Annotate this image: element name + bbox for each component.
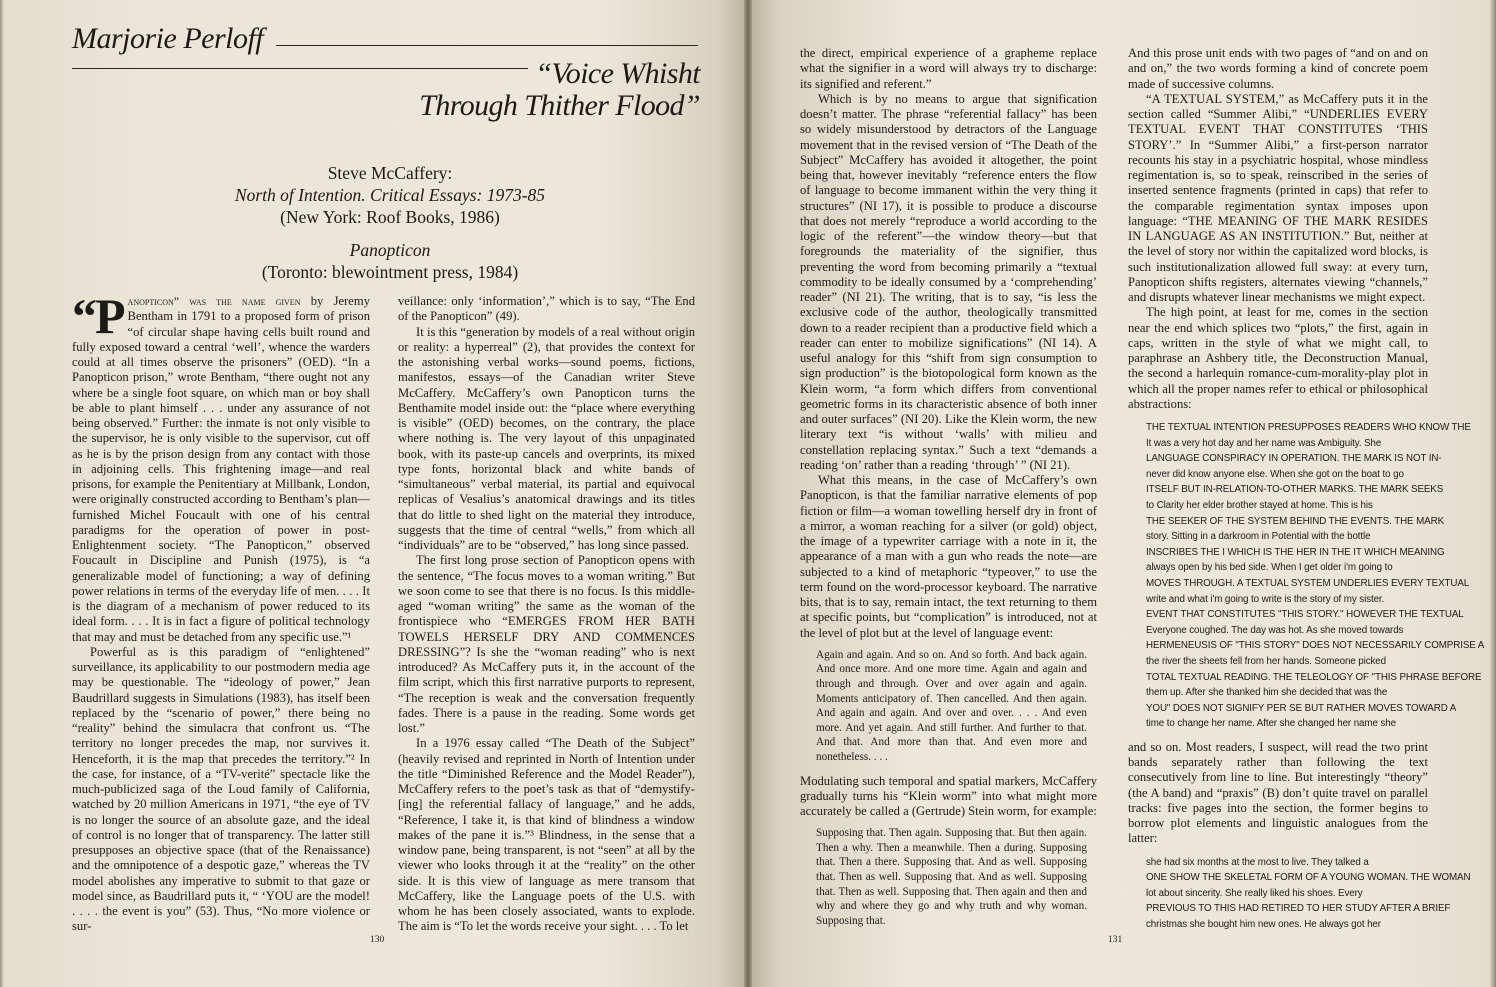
article-title-line1: “Voice Whisht: [535, 57, 700, 90]
band-line: LANGUAGE CONSPIRACY IN OPERATION. THE MARK IS NOT IN-: [1146, 453, 1442, 465]
paragraph: What this means, in the case of McCaffery’s own Panopticon, is that the familiar narrative elements of pop fiction or film—a woman towelling herself dry in front of a mirror, a woman reaching for a silver (or gold) object, the image of a typewriter carriage with a note in it, the appearance of a man with a gun who reads the note—are subjected to a kind of metaphoric “typeover,” to use the term found on the word-processor keyboard. The narrative bits, that is to say, remain intact, the text returning to them at specific points, but “complication” is introduced, not at the level of plot but at the level of language event:: [800, 473, 1097, 640]
block-quote: Again and again. And so on. And so forth. And back again. And once more. And one more time. Again and again and through and through. Over and over again and again. Moments anticipatory of. Then cancelled. And then again. And again and again. And over and over. . . . And even more. And yet again. And still further. And further to that. And that. And more than that. And even more and nonetheless. . . .: [816, 648, 1087, 763]
author-heading: Marjorie Perloff: [72, 22, 264, 55]
band-line: EVENT THAT CONSTITUTES "THIS STORY." HOWEVER THE TEXTUAL: [1146, 609, 1464, 621]
band-line: them up. After she thanked him she decided that was the: [1146, 687, 1388, 699]
review-block: [160, 162, 620, 283]
paragraph: Which is by no means to argue that signification doesn’t matter. The phrase “referential fallacy” has been so widely misunderstood by detractors of the Language movement that in the revised version of “The Death of the Subject” McCaffery has avoided it altogether, the point being that, however inevitably “reference enters the flow of language to become immanent within the very thing it structures” (NI 17), it is possible to produce a discourse that does not merely “reproduce a world according to the logic of the referent”—the window theory—but that foregrounds the materiality of the signifier, thus preventing the word from becoming primarily a “textual commodity to be ideally consumed by a ‘comprehending’ reader” (NI 21). The writing, that is to say, “is less the exclusive code of the author, theologically transmitted down to a reader recipient than a productive field which a reader can enter to mobilize significations” (NI 14). A useful analogy for this “shift from sign consumption to sign production” is the biotopological form known as the Klein worm, “a form which differs from conventional geometric forms in its characteristic absence of both inner and outer surfaces” (NI 20). Like the Klein worm, the new literary text “is without ‘walls’ with milieu and constellation replacing syntax.” Such a text “demands a reading ‘on’ rather than a reading ‘through’ ” (NI 21).: [800, 91, 1097, 472]
article-title-line2: Through Thither Flood”: [419, 89, 700, 122]
drop-cap: “P: [72, 288, 124, 344]
paragraph: veillance: only ‘information’,” which is to say, “The End of the Panopticon” (49).: [398, 294, 695, 324]
band-line: write and what i'm going to write is the story of my sister.: [1146, 593, 1385, 605]
header-rule-top: [276, 45, 698, 46]
print-bands-excerpt: [1146, 420, 1485, 732]
right-column-1: [800, 46, 1097, 937]
band-line: YOU" DOES NOT SIGNIFY PER SE BUT RATHER MOVES TOWARD A: [1146, 702, 1457, 714]
band-line: ITSELF BUT IN-RELATION-TO-OTHER MARKS. THE MARK SEEKS: [1146, 484, 1444, 496]
paragraph: Modulating such temporal and spatial markers, McCaffery gradually turns his “Klein worm” into what might more accurately be called a (Gertrude) Stein worm, for example:: [800, 773, 1097, 818]
book-gutter: [744, 0, 752, 987]
band-line: the river the sheets fell from her hands. Someone picked: [1146, 655, 1386, 667]
band-line: MOVES THROUGH. A TEXTUAL SYSTEM UNDERLIES EVERY TEXTUAL: [1146, 577, 1470, 589]
page-edge-right: [1490, 0, 1496, 987]
paragraph: And this prose unit ends with two pages of “and on and on and on,” the two words forming a kind of concrete poem made of successive columns.: [1128, 46, 1428, 91]
print-bands-excerpt: [1146, 855, 1471, 933]
paragraph: In a 1976 essay called “The Death of the Subject” (heavily revised and reprinted in North of Intention under the title “Diminished Reference and the Model Reader”), McCaffery refers to the poet’s task as that of “demystify-[ing] the referential fallacy of language,” and he adds, “Reference, I take it, is that kind of blindness a window makes of the pane it is.”³ Blindness, in the sense that a window pane, being transparent, is not “seen” at all by the viewer who looks through it at the “reality” on the other side. It is this view of language as mere transom that McCaffery, like the Language poets of the U.S. with whom he has been closely associated, wants to explode. The aim is “To let the words receive your sight. . . . To let: [398, 736, 695, 934]
band-line: HERMENEUSIS OF "THIS STORY" DOES NOT NECESSARILY COMPRISE A: [1146, 640, 1485, 652]
band-line: INSCRIBES THE I WHICH IS THE HER IN THE IT WHICH MEANING: [1146, 546, 1445, 558]
paragraph: It is this “generation by models of a real without origin or reality: a hyperreal” (2), that provides the context for the astonishing verbal works—sound poems, fictions, manifestos, essays—of the Canadian writer Steve McCaffery. McCaffery’s own Panopticon turns the Benthamite model inside out: the “place where everything is visible” (OED) becomes, on the contrary, the place where nothing is. The very layout of this unpaginated book, with its paste-up cancels and overprints, its mixed type fonts, horizontal black and white bands of “simultaneous” verbal material, its partial and equivocal replicas of Vesalius’s anatomical drawings and its titles that do little to shed light on the material they introduce, suggests that the time of central “wells,” from which all “individuals” are to be “observed,” has long since passed.: [398, 324, 695, 552]
band-line: PREVIOUS TO THIS HAD RETIRED TO HER STUDY AFTER A BRIEF: [1146, 903, 1451, 915]
right-column-2: [1128, 46, 1485, 941]
page-number: 131: [1108, 935, 1123, 945]
block-quote: Supposing that. Then again. Supposing that. But then again. Then a why. Then a meanwhile. Then a during. Supposing that. Then a there. Supposing that. And as well. Supposing that. Then as well. Supposing that. And as well. Supposing that. Then as well. Supposing that. Then again and then and why and where they go and why truth and why woman. Supposing that.: [816, 827, 1087, 927]
book1-publisher: (New York: Roof Books, 1986): [280, 207, 500, 227]
band-line: to Clarity her elder brother stayed at home. This is his: [1146, 499, 1373, 511]
paragraph: [72, 288, 370, 645]
book2-publisher: (Toronto: blewointment press, 1984): [261, 262, 519, 282]
page-number: 130: [370, 935, 385, 945]
band-line: Everyone coughed. The day was hot. As she moved towards: [1146, 624, 1404, 636]
band-line: THE TEXTUAL INTENTION PRESUPPOSES READERS WHO KNOW THE: [1146, 422, 1471, 433]
band-line: always open by his bed side. When I get older i'm going to: [1146, 562, 1393, 574]
paragraph: The first long prose section of Panopticon opens with the sentence, “The focus moves to a woman writing.” But we soon come to see that there is no focus. Is this middle-aged “woman writing” the same as the woman of the frontispiece who “EMERGES FROM HER BATH TOWELS HERSELF DRY AND COMMENCES DRESSING”? Is she the “woman reading” who is next introduced? As McCaffery puts it, in the account of the film script, which this first narrative purports to represent, “The reception is weak and the conversation frequently fades. There is a pause in the reading. Some words get lost.”: [398, 553, 695, 735]
right-page: [748, 0, 1496, 987]
article-title: [419, 58, 700, 122]
reviewed-author: Steve McCaffery:: [327, 163, 453, 183]
band-line: time to change her name. After she changed her name she: [1146, 718, 1396, 730]
band-line: THE SEEKER OF THE SYSTEM BEHIND THE EVENTS. THE MARK: [1146, 515, 1445, 527]
paragraph: The high point, at least for me, comes in the section near the end which splices two “plots,” the first, again in caps, written in the style of what we might call, to paraphrase an Ashbery title, the Deconstruction Manual, the second a harlequin romance-cum-morality-play plot in which all the proper names refer to ethical or philosophical abstractions:: [1128, 305, 1428, 411]
opening-small-caps: anopticon” was the name given: [127, 294, 301, 308]
paragraph: Powerful as is this paradigm of “enlightened” surveillance, its applicability to our postmodern media age may be questionable. The “ideology of power,” Jean Baudrillard suggests in Simulations (1983), has itself been replaced by the “scenario of power,” there being no “reality” behind the simulacra that confront us. “The territory no longer precedes the map, nor survives it. Henceforth, it is the map that precedes the territory.”² In the case, for instance, of a “TV-verité” spectacle like the much-publicized saga of the Loud family of California, watched by 20 million Americans in 1971, “the eye of TV is no longer the source of an absolute gaze, and the ideal of control is no longer that of transparency. The latter still presupposes an objective space (that of the Renaissance) and the omnipotence of a despotic gaze,” whereas the TV model abolishes any imperative to submit to that gaze or model since, as Baudrillard puts it, “ ‘YOU are the model! . . . . the event is you” (53). Thus, “No more violence or sur-: [72, 644, 370, 934]
book1-title: North of Intention. Critical Essays: 1973-85: [234, 185, 546, 205]
band-line: ONE SHOW THE SKELETAL FORM OF A YOUNG WOMAN. THE WOMAN: [1146, 872, 1471, 884]
paragraph: “A TEXTUAL SYSTEM,” as McCaffery puts it in the section called “Summer Alibi,” “UNDERLIES EVERY TEXTUAL EVENT THAT CONSTITUTES ‘THIS STORY’.” In “Summer Alibi,” a first-person narrator recounts his stay in a psychiatric hospital, whose mindless regimentation is, so to speak, reinscribed in the series of inserted sentence fragments (printed in caps) that refer to the comparable regimentation syntax imposes upon language: “THE MEANING OF THE MARK RESIDES IN LANGUAGE AS AN INSTITUTION.” But, neither at the level of story nor within the capitalized word blocks, is such institutionalization allowed full sway: at every turn, Panopticon shifts registers, alternates viewing “channels,” and disrupts whatever linear mechanisms we might expect.: [1128, 91, 1428, 304]
paragraph: and so on. Most readers, I suspect, will read the two print bands separately rather than following the text consecutively from line to line. But interestingly “theory” (the A band) and “praxis” (B) don’t quite travel on parallel tracks: five pages into the section, the former begins to borrow plot elements and linguistic analogues from the latter:: [1128, 739, 1428, 846]
paragraph-text: by Jeremy Bentham in 1791 to a proposed form of prison “of circular shape having cells built round and fully exposed toward a central ‘well’, whence the warders could at all times observe the prisoners” (OED). “In a Panopticon prison,” wrote Bentham, “there ought not any where be a single foot square, on which man or boy shall be able to plant himself . . . under any assurance of not being observed.” Further: the inmate is not only visible to the supervisor, he is only visible to the supervisor, cut off as he is by the prison design from any contact with those in adjoining cells. This frightening image—and real prisons, for example the Penitentiary at Millbank, London, were originally constructed according to Bentham’s plan—furnished Michel Foucault with one of his central paradigms for the operation of power in post-Enlightenment society. “The Panopticon,” observed Foucault in Discipline and Punish (1975), is “a generalizable model of functioning; a way of defining power relations in terms of the everyday life of men. . . . It is the diagram of a mechanism of power reduced to its ideal form. . . . It is in fact a figure of political technology that may and must be detached from any specific use.”¹: [72, 294, 370, 644]
left-column-2: [398, 294, 695, 935]
left-column-1: [72, 288, 370, 935]
band-line: lot about sincerity. She really liked his shoes. Every: [1146, 887, 1363, 899]
band-line: she had six months at the most to live. They talked a: [1146, 856, 1369, 868]
band-line: christmas she bought him new ones. He always got her: [1146, 919, 1381, 930]
band-line: TOTAL TEXTUAL READING. THE TELEOLOGY OF "THIS PHRASE BEFORE: [1146, 671, 1482, 683]
band-line: It was a very hot day and her name was Ambiguity. She: [1146, 437, 1382, 449]
band-line: never did know anyone else. When she got on the boat to go: [1146, 468, 1404, 480]
paragraph: the direct, empirical experience of a grapheme replace what the signifier in a word will always try to discharge: its signified and referent.”: [800, 46, 1097, 91]
band-line: story. Sitting in a darkroom in Potential with the bottle: [1146, 531, 1371, 543]
book2-title: Panopticon: [349, 240, 431, 260]
page-edge-left: [0, 0, 4, 987]
